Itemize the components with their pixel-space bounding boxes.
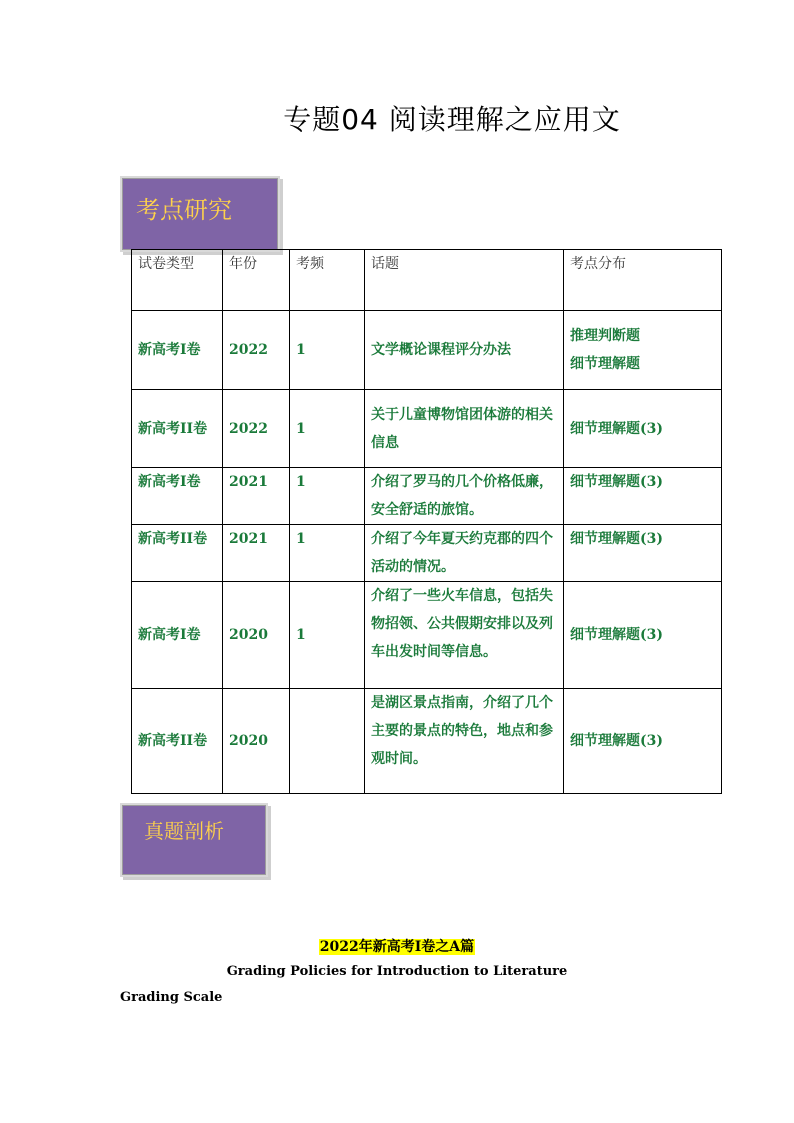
frequency-cell: 1 xyxy=(290,390,365,468)
topic-cell: 关于儿童博物馆团体游的相关信息 xyxy=(365,390,564,468)
header-cell: 年份 xyxy=(223,250,290,311)
table-row xyxy=(132,525,722,582)
topic-cell: 是湖区景点指南，介绍了几个主要的景点的特色，地点和参观时间。 xyxy=(365,689,564,794)
passage-subheading: Grading Scale xyxy=(120,990,223,1005)
year-cell: 2020 xyxy=(223,689,290,794)
points-cell: 推理判断题 细节理解题 xyxy=(564,311,722,390)
frequency-cell: 1 xyxy=(290,525,365,582)
passage-source xyxy=(0,936,794,956)
header-cell: 考频 xyxy=(290,250,365,311)
paper-cell: 新高考II卷 xyxy=(132,689,223,794)
paper-cell: 新高考II卷 xyxy=(132,525,223,582)
table-row xyxy=(132,582,722,689)
topic-cell: 介绍了一些火车信息，包括失物招领、公共假期安排以及列车出发时间等信息。 xyxy=(365,582,564,689)
frequency-cell xyxy=(290,689,365,794)
points-cell: 细节理解题(3) xyxy=(564,390,722,468)
exam-table xyxy=(131,249,722,794)
page-title: 专题04 阅读理解之应用文 xyxy=(283,103,621,136)
frequency-cell: 1 xyxy=(290,468,365,525)
section-banner-label: 考点研究 xyxy=(136,196,232,224)
year-cell: 2022 xyxy=(223,390,290,468)
section-banner-label: 真题剖析 xyxy=(144,819,224,843)
frequency-cell: 1 xyxy=(290,311,365,390)
passage-source-highlight: 2022年新高考I卷之A篇 xyxy=(319,939,475,955)
year-cell: 2021 xyxy=(223,525,290,582)
section-banner-research xyxy=(120,176,280,252)
header-cell: 话题 xyxy=(365,250,564,311)
table-header-row xyxy=(132,250,722,311)
table-row xyxy=(132,468,722,525)
topic-cell: 介绍了今年夏天约克郡的四个活动的情况。 xyxy=(365,525,564,582)
paper-cell: 新高考I卷 xyxy=(132,468,223,525)
topic-cell: 介绍了罗马的几个价格低廉，安全舒适的旅馆。 xyxy=(365,468,564,525)
passage-title: Grading Policies for Introduction to Literature xyxy=(226,964,568,979)
points-cell: 细节理解题(3) xyxy=(564,689,722,794)
year-cell: 2021 xyxy=(223,468,290,525)
header-cell: 试卷类型 xyxy=(132,250,223,311)
table-row xyxy=(132,311,722,390)
year-cell: 2020 xyxy=(223,582,290,689)
section-banner-analysis xyxy=(120,803,268,877)
topic-cell: 文学概论课程评分办法 xyxy=(365,311,564,390)
points-cell: 细节理解题(3) xyxy=(564,582,722,689)
points-cell: 细节理解题(3) xyxy=(564,468,722,525)
paper-cell: 新高考I卷 xyxy=(132,311,223,390)
table-row xyxy=(132,390,722,468)
header-cell: 考点分布 xyxy=(564,250,722,311)
points-cell: 细节理解题(3) xyxy=(564,525,722,582)
year-cell: 2022 xyxy=(223,311,290,390)
frequency-cell: 1 xyxy=(290,582,365,689)
table-row xyxy=(132,689,722,794)
paper-cell: 新高考II卷 xyxy=(132,390,223,468)
paper-cell: 新高考I卷 xyxy=(132,582,223,689)
